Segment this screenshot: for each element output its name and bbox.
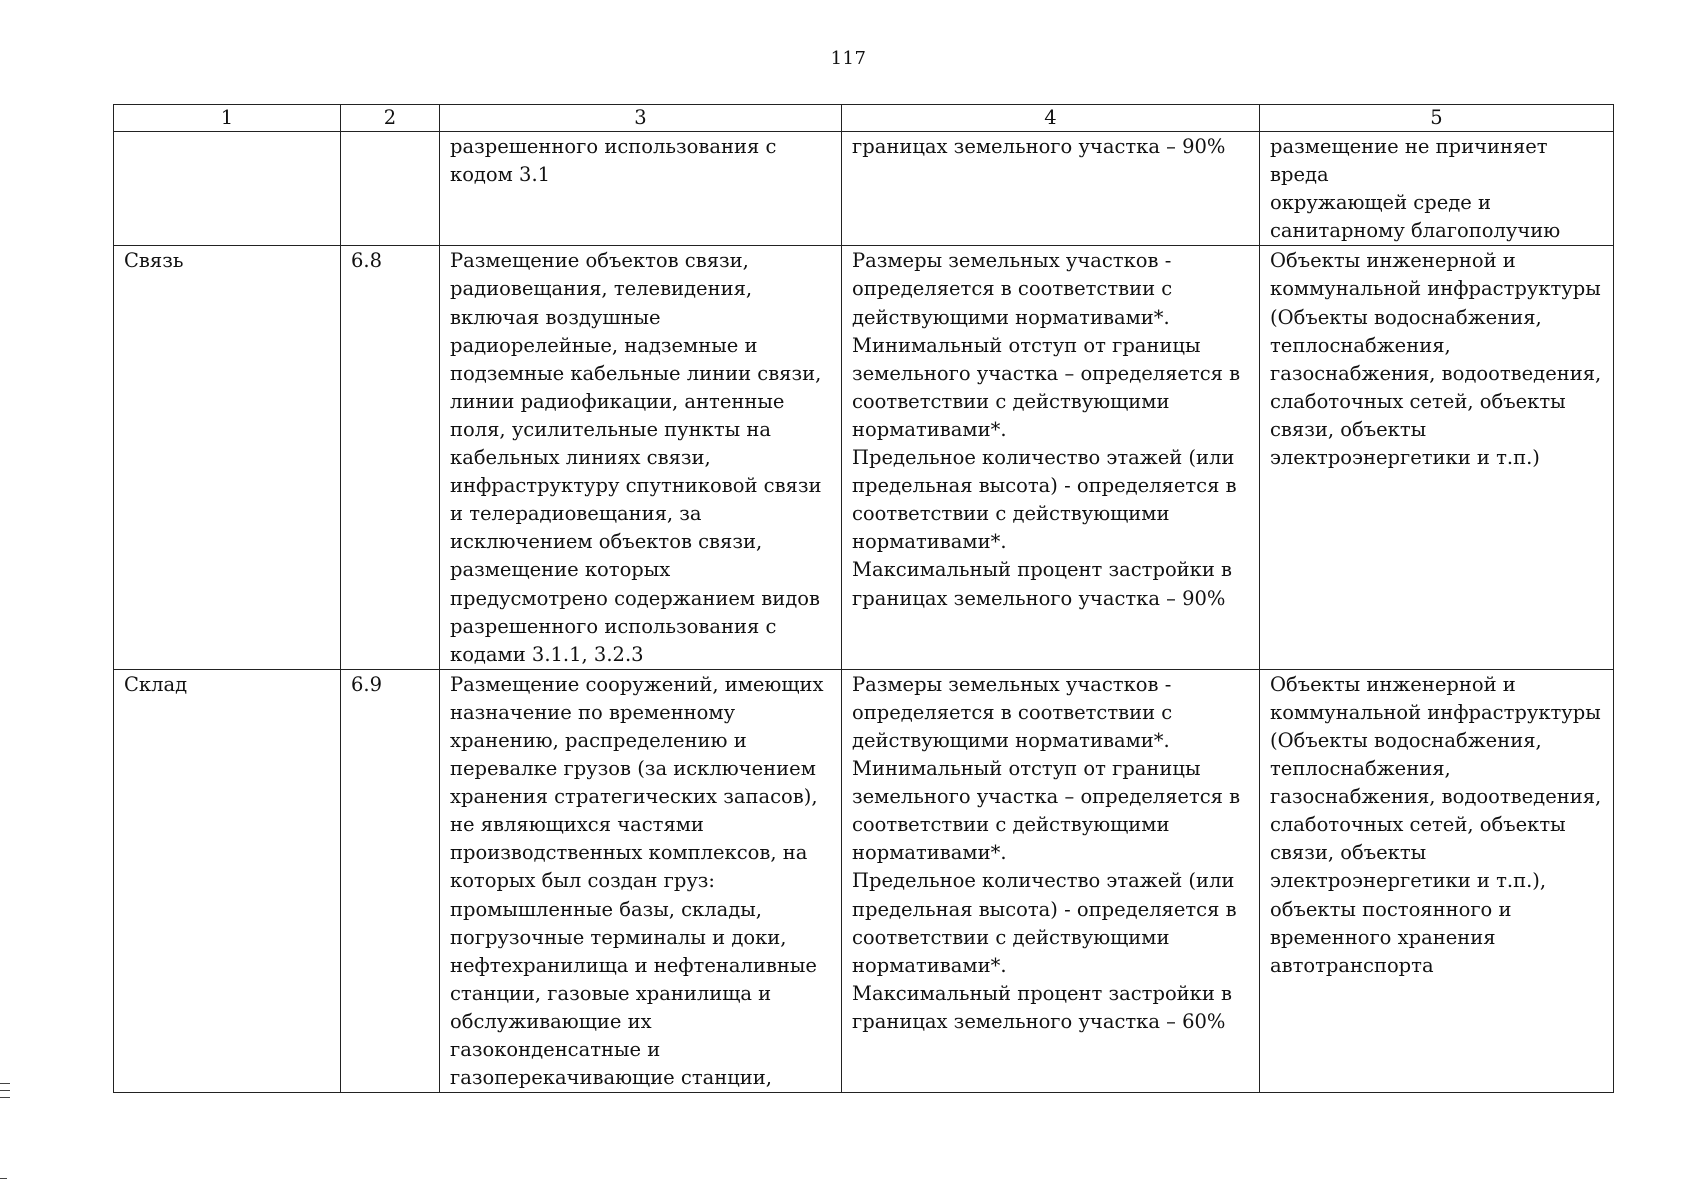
- table-row: [114, 246, 1614, 669]
- cell-name: Связь: [114, 246, 341, 669]
- margin-mark: [0, 1097, 10, 1098]
- cell-conditions: Объекты инженерной и коммунальной инфраструктуры (Объекты водоснабжения, теплоснабжения, газоснабжения, водоотведения, слаботочных сетей, объекты связи, объекты электроэнергетики и т.п.): [1260, 246, 1614, 669]
- cell-description: Размещение объектов связи, радиовещания, телевидения, включая воздушные радиорелейные, надземные и подземные кабельные линии связи, линии радиофикации, антенные поля, усилительные пункты на кабельных линиях связи, инфраструктуру спутниковой связи и телерадиовещания, за исключением объектов связи, размещение которых предусмотрено содержанием видов разрешенного использования с кодами 3.1.1, 3.2.3: [440, 246, 842, 669]
- cell-name: Склад: [114, 669, 341, 1092]
- column-header: 3: [440, 105, 842, 132]
- column-header: 4: [842, 105, 1260, 132]
- table-row: [114, 132, 1614, 246]
- cell-parameters: Размеры земельных участков - определяется в соответствии с действующими нормативами*. Минимальный отступ от границы земельного участка – определяется в соответствии с действующими нормативами*. Предельное количество этажей (или предельная высота) - определяется в соответствии с действующими нормативами*. Максимальный процент застройки в границах земельного участка – 60%: [842, 669, 1260, 1092]
- cell-conditions: Объекты инженерной и коммунальной инфраструктуры (Объекты водоснабжения, теплоснабжения, газоснабжения, водоотведения, слаботочных сетей, объекты связи, объекты электроэнергетики и т.п.), объекты постоянного и временного хранения автотранспорта: [1260, 669, 1614, 1092]
- cell-parameters: Размеры земельных участков - определяется в соответствии с действующими нормативами*. Минимальный отступ от границы земельного участка – определяется в соответствии с действующими нормативами*. Предельное количество этажей (или предельная высота) - определяется в соответствии с действующими нормативами*. Максимальный процент застройки в границах земельного участка – 90%: [842, 246, 1260, 669]
- margin-mark: [0, 1178, 7, 1179]
- cell-parameters: границах земельного участка – 90%: [842, 132, 1260, 246]
- column-header: 2: [341, 105, 440, 132]
- cell-code: 6.9: [341, 669, 440, 1092]
- cell-conditions: размещение не причиняет вреда окружающей среде и санитарному благополучию: [1260, 132, 1614, 246]
- column-header: 1: [114, 105, 341, 132]
- cell-description: Размещение сооружений, имеющих назначение по временному хранению, распределению и перевалке грузов (за исключением хранения стратегических запасов), не являющихся частями производственных комплексов, на которых был создан груз: промышленные базы, склады, погрузочные терминалы и доки, нефтехранилища и нефтеналивные станции, газовые хранилища и обслуживающие их газоконденсатные и газоперекачивающие станции,: [440, 669, 842, 1092]
- header-row: [114, 105, 1614, 132]
- land-use-table: [113, 104, 1614, 1093]
- cell-name: [114, 132, 341, 246]
- margin-mark: [0, 1090, 10, 1091]
- table-row: [114, 669, 1614, 1092]
- page-number: 117: [830, 48, 867, 69]
- cell-code: [341, 132, 440, 246]
- margin-mark: [0, 1083, 10, 1084]
- cell-description: разрешенного использования с кодом 3.1: [440, 132, 842, 246]
- cell-code: 6.8: [341, 246, 440, 669]
- column-header: 5: [1260, 105, 1614, 132]
